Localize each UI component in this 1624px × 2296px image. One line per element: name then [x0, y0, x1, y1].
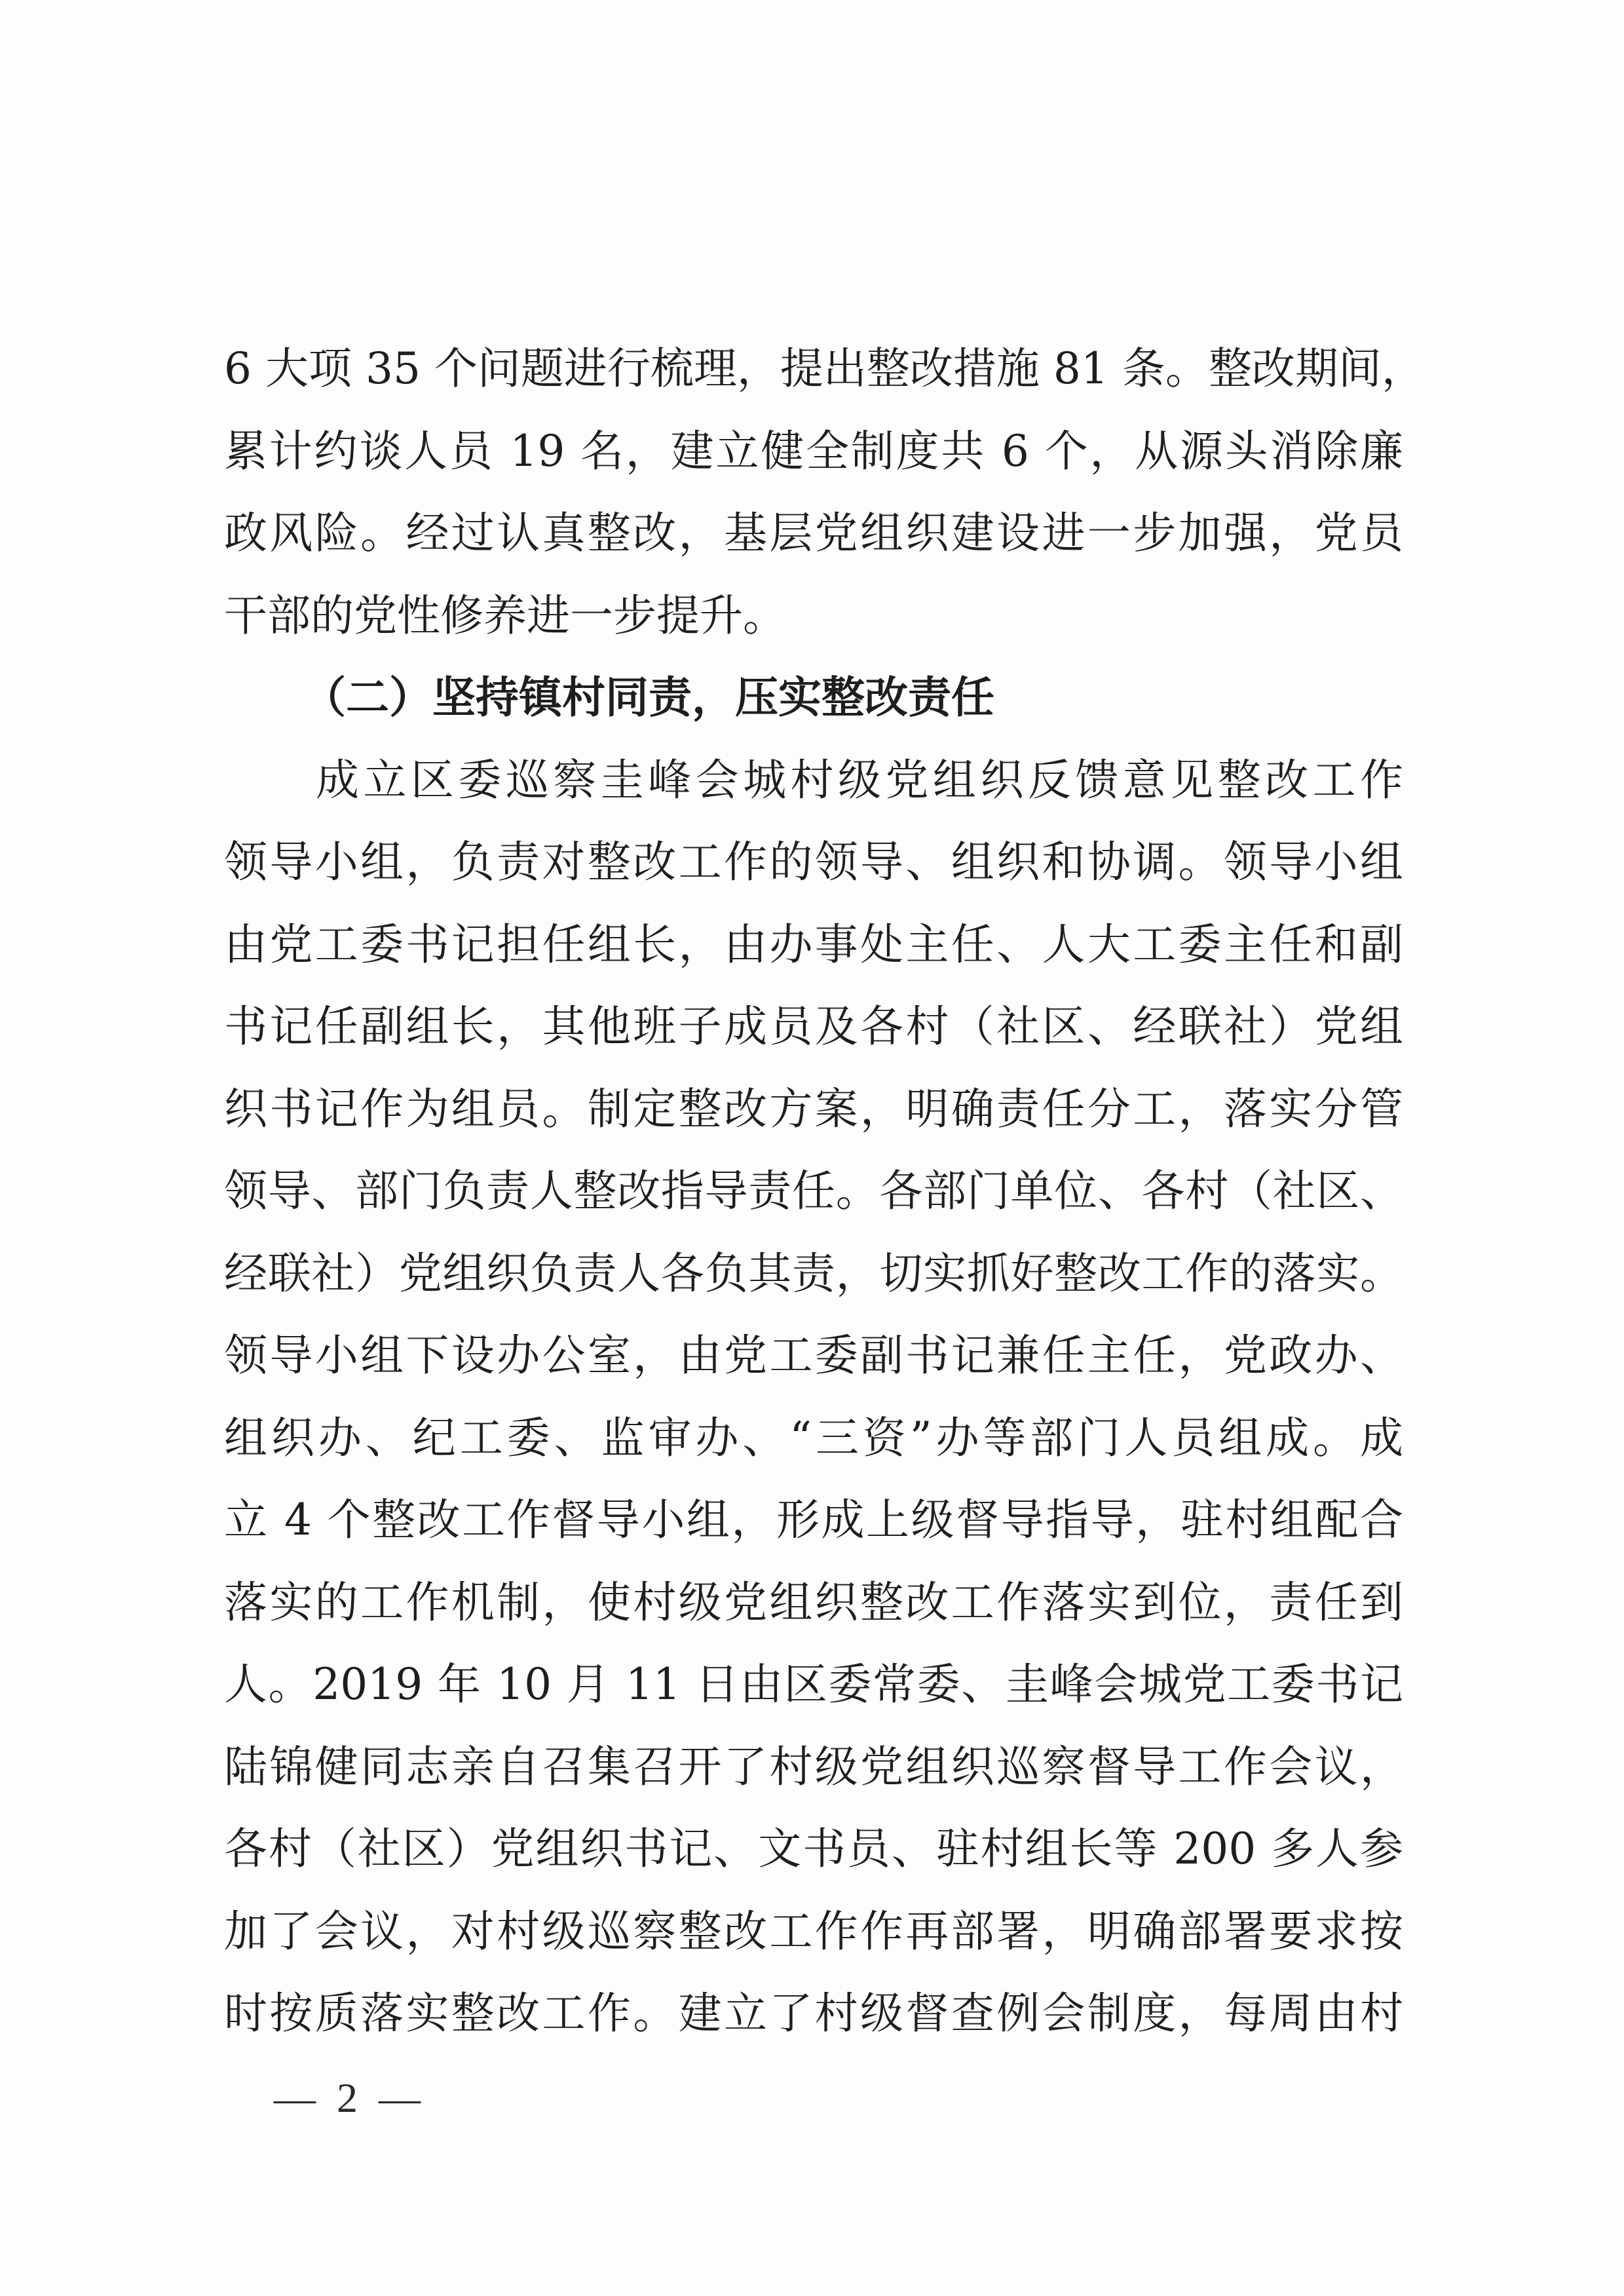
text-line: 政风险。经过认真整改，基层党组织建设进一步加强，党员: [224, 508, 1403, 558]
text-line: 各村（社区）党组织书记、文书员、驻村组长等 200 多人参: [224, 1824, 1403, 1874]
page-number: — 2 —: [274, 2075, 421, 2121]
text-line: 织书记作为组员。制定整改方案，明确责任分工，落实分管: [224, 1083, 1403, 1134]
text-line: 经联社）党组织负责人各负其责，切实抓好整改工作的落实。: [224, 1248, 1403, 1299]
text-line: 书记任副组长，其他班子成员及各村（社区、经联社）党组: [224, 1001, 1403, 1052]
text-line: 落实的工作机制，使村级党组织整改工作落实到位，责任到: [224, 1577, 1403, 1628]
text-line: 由党工委书记担任组长，由办事处主任、人大工委主任和副: [224, 919, 1403, 970]
text-line: 加了会议，对村级巡察整改工作作再部署，明确部署要求按: [224, 1905, 1403, 1957]
text-line: 领导小组，负责对整改工作的领导、组织和协调。领导小组: [224, 837, 1403, 887]
text-line: 陆锦健同志亲自召集召开了村级党组织巡察督导工作会议，: [224, 1741, 1403, 1792]
text-line: 领导、部门负责人整改指导责任。各部门单位、各村（社区、: [224, 1166, 1403, 1216]
text-line: 领导小组下设办公室，由党工委副书记兼任主任，党政办、: [224, 1330, 1403, 1381]
text-line: 成立区委巡察圭峰会城村级党组织反馈意见整改工作: [316, 754, 1403, 805]
section-heading: （二）坚持镇村同责，压实整改责任: [303, 672, 994, 723]
document-body: [224, 328, 1425, 2055]
text-line: 人。2019 年 10 月 11 日由区委常委、圭峰会城党工委书记: [224, 1659, 1403, 1710]
text-line: 累计约谈人员 19 名，建立健全制度共 6 个，从源头消除廉: [224, 425, 1403, 476]
text-line: 立 4 个整改工作督导小组，形成上级督导指导，驻村组配合: [224, 1495, 1403, 1545]
text-line: 干部的党性修养进一步提升。: [224, 590, 786, 641]
text-line: 组织办、纪工委、监审办、“三资”办等部门人员组成。成: [224, 1412, 1403, 1463]
text-line: 时按质落实整改工作。建立了村级督查例会制度，每周由村: [224, 1988, 1403, 2038]
text-line: 6 大项 35 个问题进行梳理，提出整改措施 81 条。整改期间，: [224, 343, 1425, 394]
